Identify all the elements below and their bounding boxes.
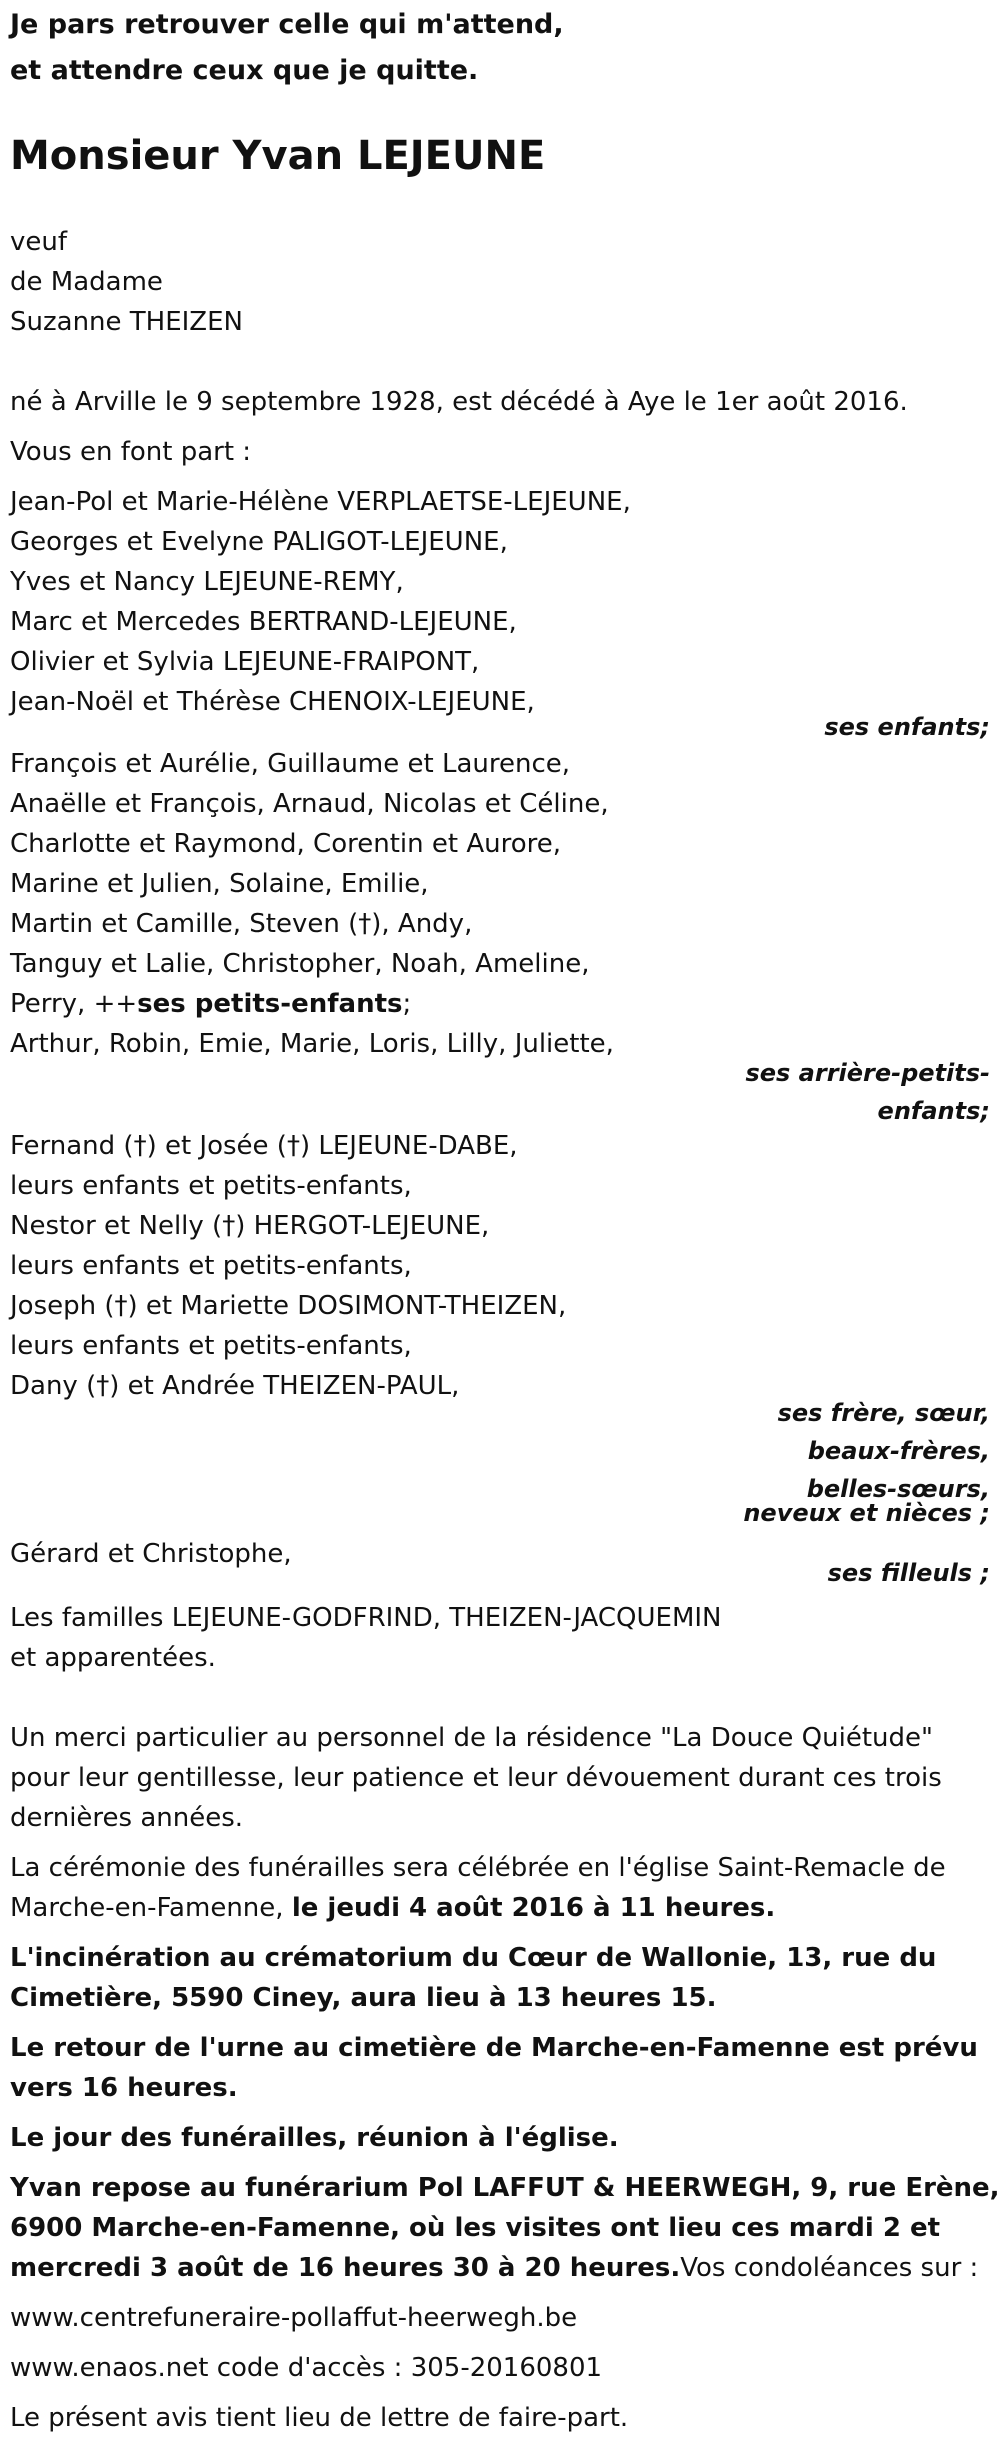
list-item: Olivier et Sylvia LEJEUNE-FRAIPONT, [10, 647, 480, 677]
list-item: Arthur, Robin, Emie, Marie, Loris, Lilly, Juliette, [10, 1029, 614, 1059]
meeting-line: Le jour des funérailles, réunion à l'église. [10, 2123, 619, 2153]
list-item: Marc et Mercedes BERTRAND-LEJEUNE, [10, 607, 517, 637]
families-block [10, 1598, 990, 1678]
opening-quote [10, 2, 990, 94]
children-label: ses enfants; [824, 713, 990, 741]
quote-line: et attendre ceux que je quitte. [10, 55, 479, 86]
spouse-line: de Madame [10, 267, 163, 297]
spouse-block [10, 222, 990, 342]
cremation-paragraph: L'incinération au crématorium du Cœur de Wallonie, 13, rue du Cimetière, 5590 Ciney, aura lieu à 13 heures 15. [10, 1943, 937, 2013]
godchildren-line: Gérard et Christophe, [10, 1539, 292, 1569]
list-item: Dany (†) et Andrée THEIZEN-PAUL, [10, 1371, 460, 1401]
grandchildren-label: ses petits-enfants [137, 989, 403, 1019]
list-item: Joseph (†) et Mariette DOSIMONT-THEIZEN, [10, 1291, 567, 1321]
list-item: Perry, ++ses petits-enfants; [10, 989, 412, 1019]
list-item: leurs enfants et petits-enfants, [10, 1171, 412, 1201]
list-item: Marine et Julien, Solaine, Emilie, [10, 869, 429, 899]
list-item: Yves et Nancy LEJEUNE-REMY, [10, 567, 404, 597]
enaos-line: www.enaos.net code d'accès : 305-20160801 [10, 2353, 603, 2383]
ceremony-paragraph: La cérémonie des funérailles sera célébrée en l'église Saint-Remacle de Marche-en-Famenne, le jeudi 4 août 2016 à 11 heures. [10, 1853, 946, 1923]
list-item: Georges et Evelyne PALIGOT-LEJEUNE, [10, 527, 508, 557]
families-line: et apparentées. [10, 1643, 216, 1673]
list-item: leurs enfants et petits-enfants, [10, 1251, 412, 1281]
siblings-list [10, 1126, 990, 1406]
list-item: Charlotte et Raymond, Corentin et Aurore, [10, 829, 561, 859]
website-link[interactable]: www.centrefuneraire-pollaffut-heerwegh.be [10, 2303, 578, 2333]
thanks-paragraph: Un merci particulier au personnel de la résidence "La Douce Quiétude" pour leur gentillesse, leur patience et leur dévouement durant ces trois dernières années. [10, 1723, 942, 1833]
families-line: Les familles LEJEUNE-GODFRIND, THEIZEN-JACQUEMIN [10, 1603, 722, 1633]
great-grandchildren-label: ses arrière-petits- enfants; [745, 1059, 990, 1125]
quote-line: Je pars retrouver celle qui m'attend, [10, 9, 564, 40]
visits-paragraph: Yvan repose au funérarium Pol LAFFUT & HEERWEGH, 9, rue Erène, 6900 Marche-en-Famenne, où les visites ont lieu ces mardi 2 et mercredi 3 août de 16 heures 30 à 20 heures.Vos condoléances sur : [10, 2173, 1000, 2283]
deceased-name: Monsieur Yvan LEJEUNE [10, 133, 546, 179]
list-item: Jean-Pol et Marie-Hélène VERPLAETSE-LEJEUNE, [10, 487, 631, 517]
list-item: François et Aurélie, Guillaume et Laurence, [10, 749, 571, 779]
list-item: Anaëlle et François, Arnaud, Nicolas et Céline, [10, 789, 609, 819]
list-item: Nestor et Nelly (†) HERGOT-LEJEUNE, [10, 1211, 490, 1241]
list-item: Tanguy et Lalie, Christopher, Noah, Ameline, [10, 949, 590, 979]
siblings-label: ses frère, sœur, beaux-frères, belles-sœurs, neveux et nièces ; [743, 1399, 990, 1527]
intro-line: Vous en font part : [10, 437, 252, 467]
ceremony-date: le jeudi 4 août 2016 à 11 heures. [291, 1893, 776, 1923]
children-list [10, 482, 990, 722]
list-item: leurs enfants et petits-enfants, [10, 1331, 412, 1361]
list-item: Martin et Camille, Steven (†), Andy, [10, 909, 473, 939]
godchildren-label: ses filleuls ; [827, 1559, 990, 1587]
list-item: Fernand (†) et Josée (†) LEJEUNE-DABE, [10, 1131, 518, 1161]
urn-paragraph: Le retour de l'urne au cimetière de Marche-en-Famenne est prévu vers 16 heures. [10, 2033, 978, 2103]
spouse-line: veuf [10, 227, 68, 257]
birth-death-line: né à Arville le 9 septembre 1928, est décédé à Aye le 1er août 2016. [10, 387, 908, 417]
spouse-line: Suzanne THEIZEN [10, 307, 243, 337]
list-item: Jean-Noël et Thérèse CHENOIX-LEJEUNE, [10, 687, 535, 717]
notice-line: Le présent avis tient lieu de lettre de faire-part. [10, 2403, 629, 2433]
grandchildren-list [10, 744, 990, 1064]
